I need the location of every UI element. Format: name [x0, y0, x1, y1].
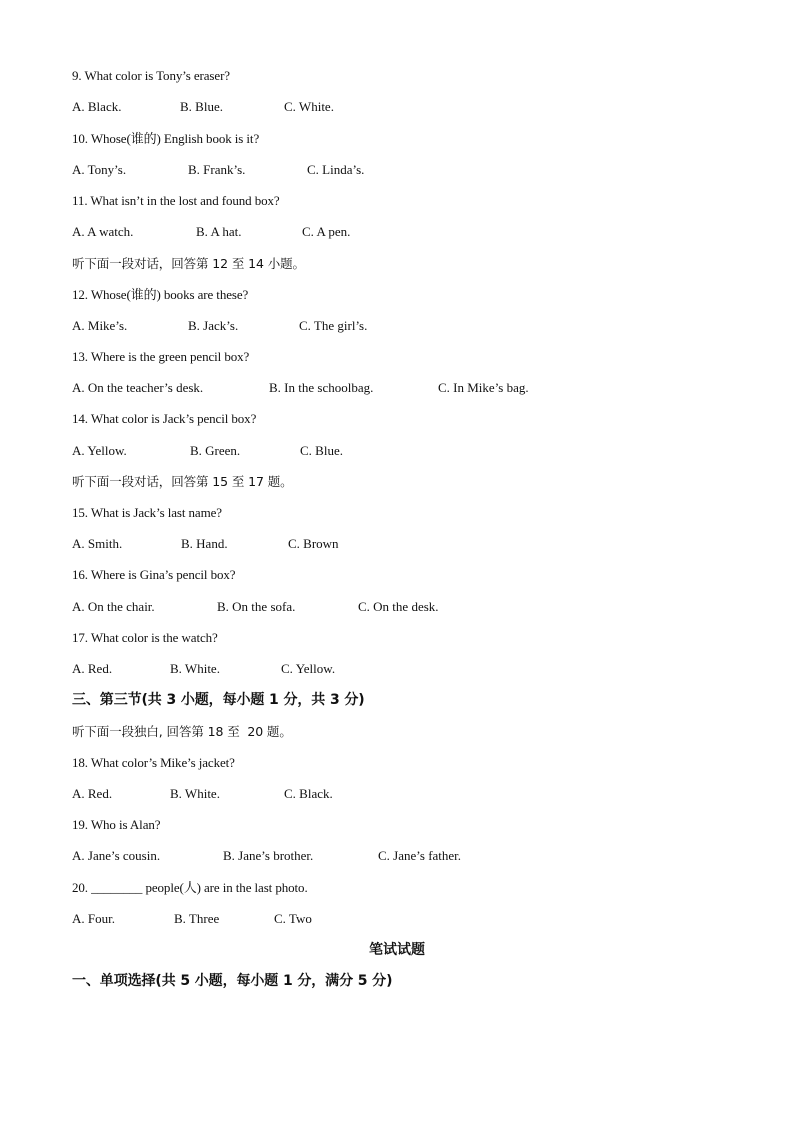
option-b: B. A hat. [196, 224, 242, 239]
option-a: A. On the chair. [72, 599, 155, 614]
section-heading: 三、第三节(共 3 小题，每小题 1 分，共 3 分) [72, 692, 365, 708]
option-c: C. Linda’s. [307, 162, 365, 177]
question-stem: 17. What color is the watch? [72, 630, 218, 645]
question-stem: 18. What color’s Mike’s jacket? [72, 755, 235, 770]
option-c: C. Brown [288, 536, 339, 551]
option-c: C. Two [274, 911, 312, 926]
option-c: C. In Mike’s bag. [438, 380, 529, 395]
listening-instruction: 听下面一段对话，回答第 15 至 17 题。 [72, 474, 293, 489]
option-b: B. Hand. [181, 536, 228, 551]
question-stem: 9. What color is Tony’s eraser? [72, 68, 230, 83]
question-stem: 20. ________ people(人) are in the last photo. [72, 880, 308, 895]
option-c: C. The girl’s. [299, 318, 368, 333]
option-a: A. Black. [72, 99, 122, 114]
option-c: C. A pen. [302, 224, 351, 239]
option-a: A. Yellow. [72, 443, 127, 458]
option-a: A. Smith. [72, 536, 123, 551]
option-c: C. Blue. [300, 443, 343, 458]
option-b: B. In the schoolbag. [269, 380, 374, 395]
option-b: B. White. [170, 661, 220, 676]
question-stem: 12. Whose(谁的) books are these? [72, 287, 249, 302]
option-b: B. Jane’s brother. [223, 848, 314, 863]
question-stem: 15. What is Jack’s last name? [72, 505, 222, 520]
option-a: A. Mike’s. [72, 318, 128, 333]
option-b: B. Three [174, 911, 220, 926]
listening-instruction: 听下面一段对话，回答第 12 至 14 小题。 [72, 256, 305, 271]
option-c: C. Jane’s father. [378, 848, 462, 863]
question-stem: 19. Who is Alan? [72, 817, 161, 832]
option-b: B. Green. [190, 443, 241, 458]
option-b: B. Jack’s. [188, 318, 239, 333]
option-a: A. A watch. [72, 224, 134, 239]
question-stem: 11. What isn’t in the lost and found box? [72, 193, 280, 208]
question-stem: 10. Whose(谁的) English book is it? [72, 131, 260, 146]
option-b: B. Frank’s. [188, 162, 246, 177]
option-a: A. Jane’s cousin. [72, 848, 161, 863]
option-c: C. White. [284, 99, 334, 114]
option-a: A. On the teacher’s desk. [72, 380, 204, 395]
written-test-title: 笔试试题 [369, 942, 425, 958]
section-heading: 一、单项选择(共 5 小题，每小题 1 分，满分 5 分) [72, 973, 393, 989]
option-a: A. Tony’s. [72, 162, 127, 177]
option-b: B. On the sofa. [217, 599, 296, 614]
question-stem: 13. Where is the green pencil box? [72, 349, 250, 364]
option-a: A. Red. [72, 786, 113, 801]
question-stem: 16. Where is Gina’s pencil box? [72, 567, 236, 582]
option-c: C. On the desk. [358, 599, 439, 614]
question-stem: 14. What color is Jack’s pencil box? [72, 411, 257, 426]
option-b: B. Blue. [180, 99, 223, 114]
listening-instruction: 听下面一段独白, 回答第 18 至 20 题。 [72, 724, 292, 739]
option-b: B. White. [170, 786, 220, 801]
option-c: C. Black. [284, 786, 333, 801]
option-a: A. Red. [72, 661, 113, 676]
option-a: A. Four. [72, 911, 115, 926]
option-c: C. Yellow. [281, 661, 336, 676]
